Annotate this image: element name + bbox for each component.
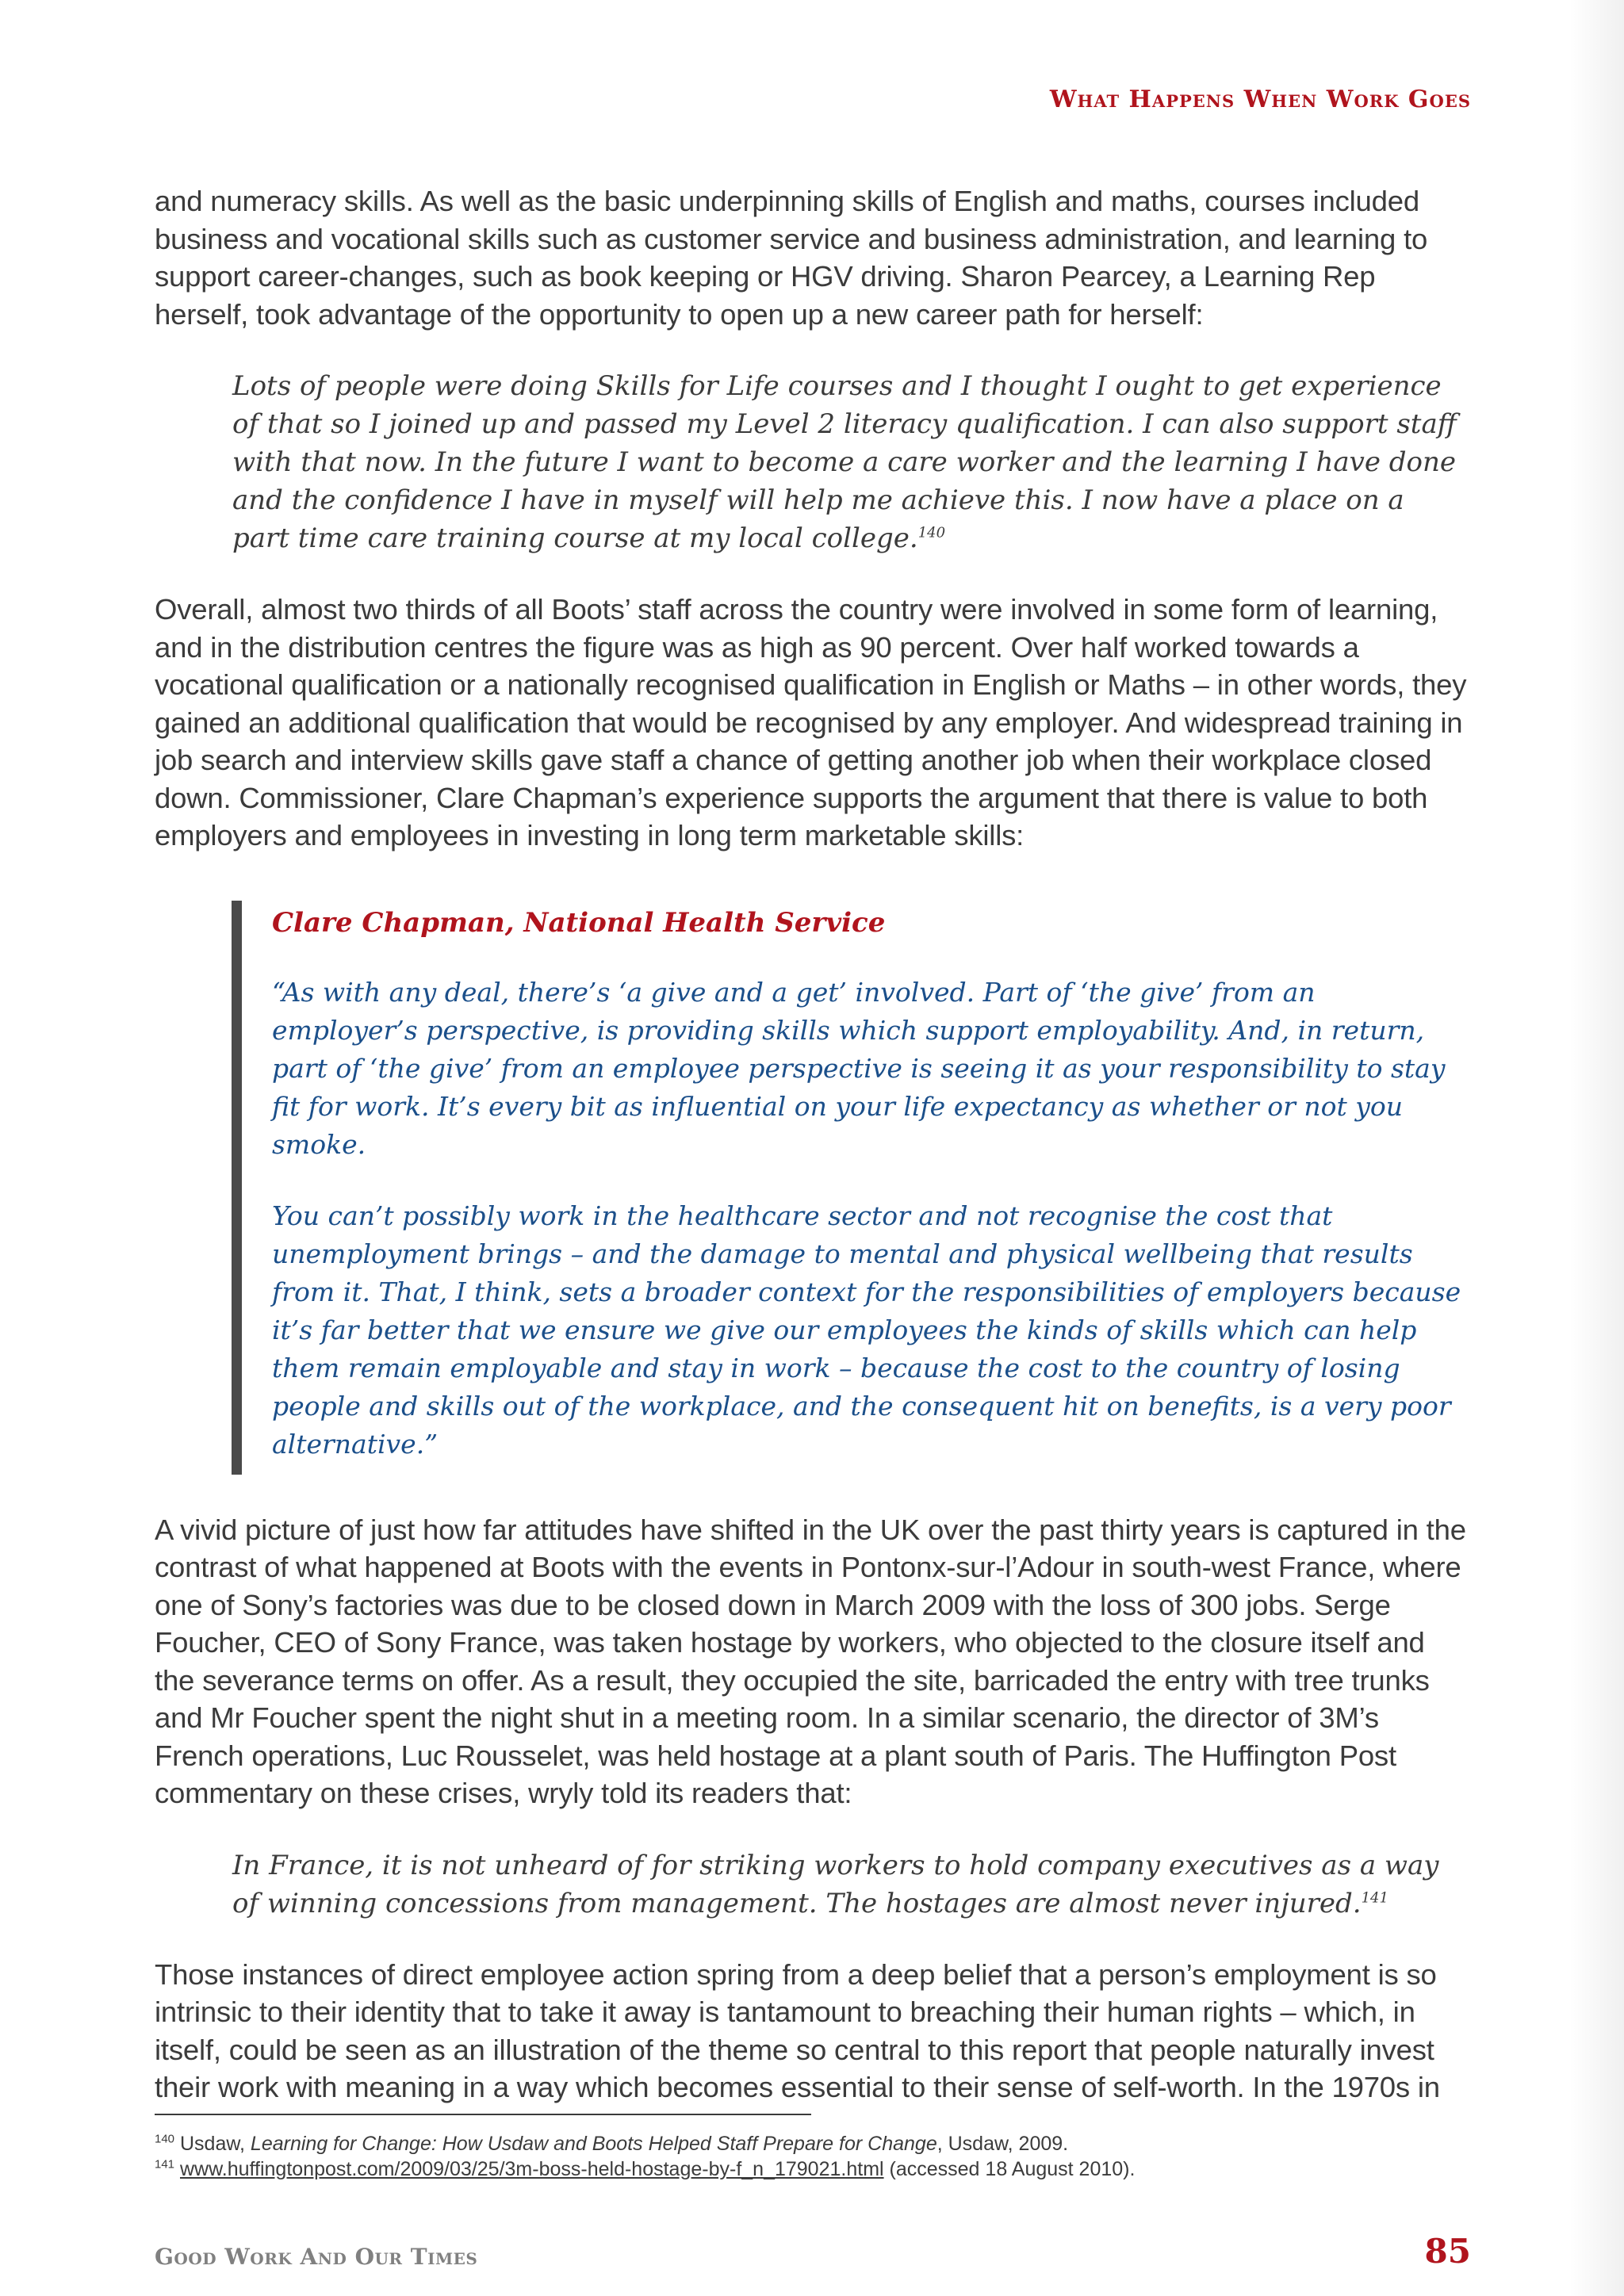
page-number: 85 xyxy=(1424,2232,1471,2271)
footnote-141 xyxy=(155,2156,1471,2182)
quote-text: Lots of people were doing Skills for Life courses and I thought I ought to get experience of that so I joined up and passed my Level 2 literacy qualification. I can also support staff with that now. In the future I want to become a care worker and the learning I have done and the confidence I have in myself will help me achieve this. I now have a place on a part time care training course at my local college. xyxy=(232,370,1457,554)
paragraph-1: and numeracy skills. As well as the basic underpinning skills of English and maths, courses included business and vocational skills such as customer service and business administration, and learning to support career-changes, such as book keeping or HGV driving. Sharon Pearcey, a Learning Rep herself, took advantage of the opportunity to open up a new career path for herself: xyxy=(155,185,1428,331)
paragraph-4: Those instances of direct employee action spring from a deep belief that a person’s employment is so intrinsic to their identity that to take it away is tantamount to breaching their human rights – which, in itself, could be seen as an illustration of the theme so central to this report that people naturally invest their work with meaning in a way which becomes essential to their sense of self-worth. In the 1970s in xyxy=(155,1957,1440,2103)
callout-paragraph-2: You can’t possibly work in the healthcare sector and not recognise the cost that unemployment brings – and the damage to mental and physical wellbeing that results from it. That, I think, sets a broader context for the responsibilities of employers because it’s far better that we ensure we give our employees the kinds of skills which can help them remain employable and stay in work – because the cost to the country of losing people and skills out of the workplace, and the consequent hit on benefits, is a very poor alternative.” xyxy=(272,1200,1461,1460)
footnote-ref-141[interactable]: 141 xyxy=(1361,1889,1388,1907)
callout-box xyxy=(232,901,1461,1475)
footnote-number: 140 xyxy=(155,2132,175,2146)
paragraph-2: Overall, almost two thirds of all Boots’ staff across the country were involved in some form of learning, and in the distribution centres the figure was as high as 90 percent. Over half worked towards a vocational qualification or a nationally recognised qualification in English or Maths – in other words, they gained an additional qualification that would be recognised by any employer. And widespread training in job search and interview skills gave staff a chance of getting another job when their workplace closed down. Commissioner, Clare Chapman’s experience supports the argument that there is value to both employers and employees in investing in long term marketable skills: xyxy=(155,593,1467,851)
footnotes xyxy=(155,2131,1471,2182)
footnote-140 xyxy=(155,2131,1471,2156)
footnote-source-title: Learning for Change: How Usdaw and Boots Helped Staff Prepare for Change xyxy=(250,2133,937,2155)
paragraph-3: A vivid picture of just how far attitudes have shifted in the UK over the past thirty years is captured in the contrast of what happened at Boots with the events in Pontonx-sur-l’Adour in south-west France, where one of Sony’s factories was due to be closed down in March 2009 with the loss of 300 jobs. Serge Foucher, CEO of Sony France, was taken hostage by workers, who objected to the closure itself and the severance terms on offer. As a result, they occupied the site, barricaded the entry with tree trunks and Mr Foucher spent the night shut in a meeting room. In a similar scenario, the director of 3M’s French operations, Luc Rousselet, was held hostage at a plant south of Paris. The Huffington Post commentary on these crises, wryly told its readers that: xyxy=(155,1513,1466,1809)
footnote-divider xyxy=(155,2114,811,2115)
footnote-url-link[interactable]: www.huffingtonpost.com/2009/03/25/3m-boss-held-hostage-by-f_n_179021.html xyxy=(179,2158,884,2180)
footnote-suffix: (accessed 18 August 2010). xyxy=(883,2158,1136,2180)
page-content xyxy=(155,182,1471,2107)
footnote-prefix: Usdaw, xyxy=(179,2133,251,2155)
footnote-number: 141 xyxy=(155,2157,175,2172)
callout-paragraph-1: “As with any deal, there’s ‘a give and a get’ involved. Part of ‘the give’ from an employer’s perspective, is providing skills which support employability. And, in return, part of ‘the give’ from an employee perspective is seeing it as your responsibility to stay fit for work. It’s every bit as influential on your life expectancy as whether or not you smoke. xyxy=(272,976,1446,1160)
footnote-ref-140[interactable]: 140 xyxy=(917,524,946,541)
running-header: What Happens When Work Goes xyxy=(1049,86,1471,113)
block-quote-pearcey xyxy=(232,367,1469,557)
footnote-suffix: , Usdaw, 2009. xyxy=(936,2133,1069,2155)
page-edge-shadow xyxy=(1568,0,1624,2296)
callout-title: Clare Chapman, National Health Service xyxy=(272,906,886,939)
quote-text: In France, it is not unheard of for striking workers to hold company executives as a way of winning concessions from management. The hostages are almost never injured. xyxy=(232,1849,1439,1919)
block-quote-huffington xyxy=(232,1846,1469,1923)
footer-publication-title: Good Work And Our Times xyxy=(155,2244,478,2270)
